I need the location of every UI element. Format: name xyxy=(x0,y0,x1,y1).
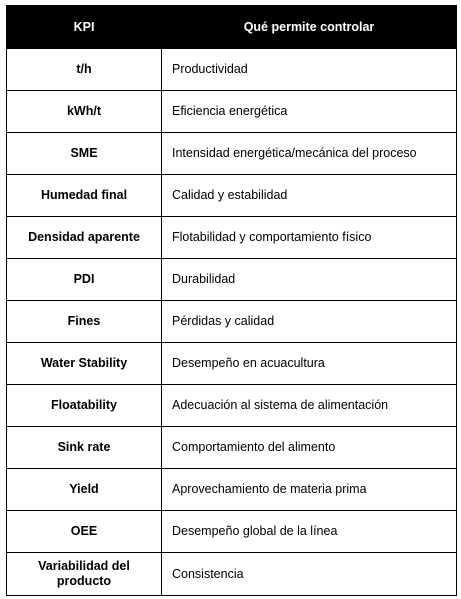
header-description: Qué permite controlar xyxy=(162,6,457,49)
kpi-table xyxy=(6,5,457,596)
table-row xyxy=(7,511,457,553)
kpi-table-container xyxy=(6,5,456,596)
table-row xyxy=(7,175,457,217)
kpi-cell: Water Stability xyxy=(7,343,162,385)
table-row xyxy=(7,259,457,301)
table-header-row xyxy=(7,6,457,49)
description-cell: Desempeño en acuacultura xyxy=(162,343,457,385)
table-row xyxy=(7,133,457,175)
table-row xyxy=(7,469,457,511)
description-cell: Eficiencia energética xyxy=(162,91,457,133)
description-cell: Aprovechamiento de materia prima xyxy=(162,469,457,511)
table-row xyxy=(7,49,457,91)
kpi-cell: kWh/t xyxy=(7,91,162,133)
table-row xyxy=(7,343,457,385)
description-cell: Adecuación al sistema de alimentación xyxy=(162,385,457,427)
header-kpi: KPI xyxy=(7,6,162,49)
table-row xyxy=(7,385,457,427)
description-cell: Flotabilidad y comportamiento físico xyxy=(162,217,457,259)
description-cell: Productividad xyxy=(162,49,457,91)
description-cell: Desempeño global de la línea xyxy=(162,511,457,553)
kpi-cell: t/h xyxy=(7,49,162,91)
table-row xyxy=(7,553,457,596)
kpi-cell: Humedad final xyxy=(7,175,162,217)
description-cell: Comportamiento del alimento xyxy=(162,427,457,469)
description-cell: Durabilidad xyxy=(162,259,457,301)
description-cell: Calidad y estabilidad xyxy=(162,175,457,217)
kpi-cell: OEE xyxy=(7,511,162,553)
table-row xyxy=(7,427,457,469)
kpi-cell: Yield xyxy=(7,469,162,511)
description-cell: Intensidad energética/mecánica del proceso xyxy=(162,133,457,175)
kpi-cell: Floatability xyxy=(7,385,162,427)
table-row xyxy=(7,91,457,133)
kpi-cell: Fines xyxy=(7,301,162,343)
table-row xyxy=(7,217,457,259)
kpi-cell: Variabilidad del producto xyxy=(7,553,162,596)
kpi-cell: Densidad aparente xyxy=(7,217,162,259)
kpi-cell: Sink rate xyxy=(7,427,162,469)
kpi-cell: SME xyxy=(7,133,162,175)
description-cell: Consistencia xyxy=(162,553,457,596)
description-cell: Pérdidas y calidad xyxy=(162,301,457,343)
table-row xyxy=(7,301,457,343)
kpi-cell: PDI xyxy=(7,259,162,301)
